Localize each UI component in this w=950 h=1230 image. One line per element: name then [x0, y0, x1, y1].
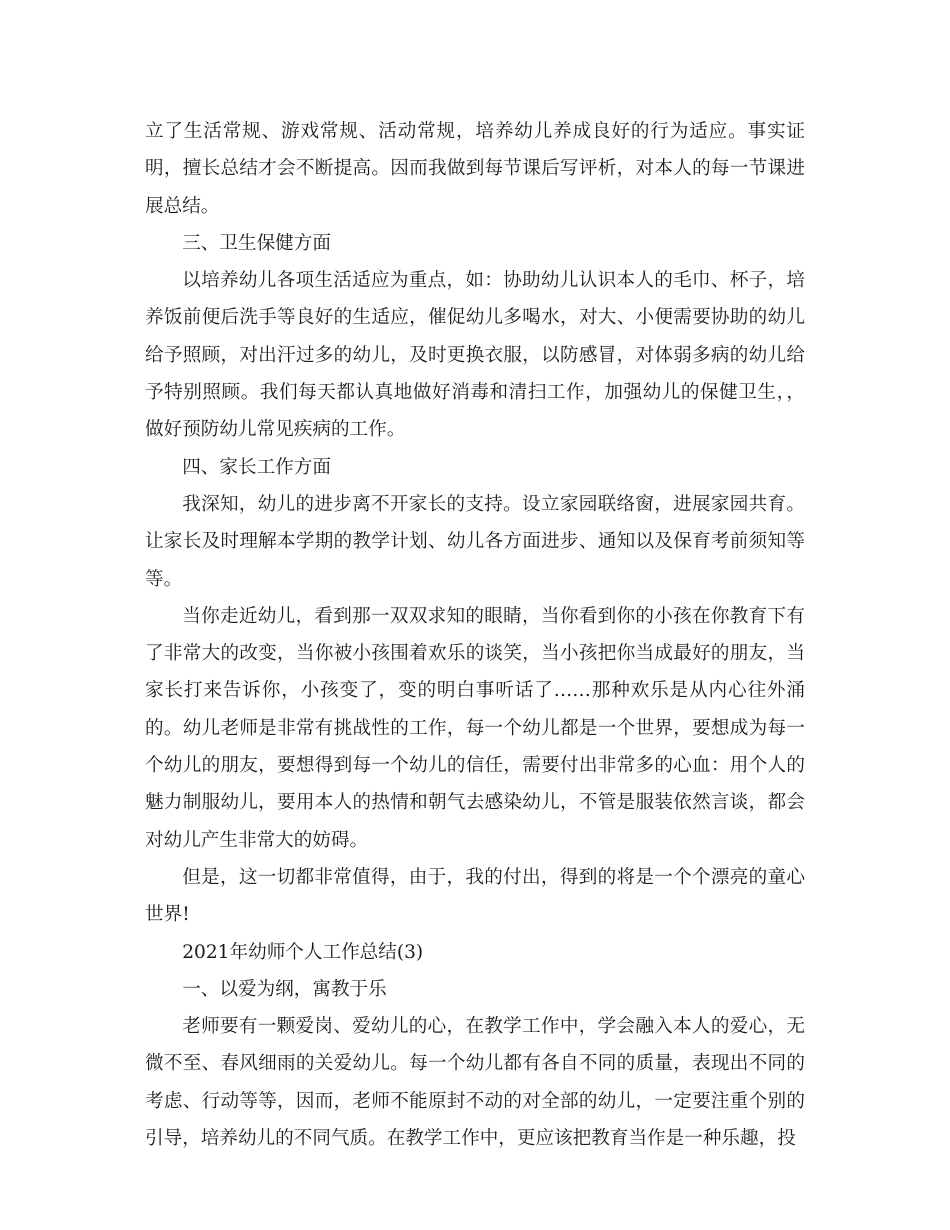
section-heading-hygiene: 三、卫生保健方面 [182, 232, 331, 254]
document-body [145, 113, 805, 1157]
paragraph-reflection: 当你走近幼儿，看到那一双双求知的眼睛，当你看到你的小孩在你教育下有了非常大的改变，当你被小孩围着欢乐的谈笑，当小孩把你当成最好的朋友，当家长打来告诉你，小孩变了，变的明白事听话了……那种欢乐是从内心往外涌的。幼儿老师是非常有挑战性的工作，每一个幼儿都是一个世界，要想成为每一个幼儿的朋友，要想得到每一个幼儿的信任，需要付出非常多的心血：用个人的魅力制服幼儿，要用本人的热情和朝气去感染幼儿，不管是服装依然言谈，都会对幼儿产生非常大的妨碍。 [145, 605, 805, 851]
paragraph-parents: 我深知，幼儿的进步离不开家长的支持。设立家园联络窗，进展家园共育。让家长及时理解本学期的教学计划、幼儿各方面进步、通知以及保育考前须知等等。 [145, 493, 805, 590]
paragraph-hygiene: 以培养幼儿各项生活适应为重点，如：协助幼儿认识本人的毛巾、杯子，培养饭前便后洗手等良好的生适应，催促幼儿多喝水，对大、小便需要协助的幼儿给予照顾，对出汗过多的幼儿，及时更换衣服，以防感冒，对体弱多病的幼儿给予特别照顾。我们每天都认真地做好消毒和清扫工作，加强幼儿的保健卫生，，做好预防幼儿常见疾病的工作。 [145, 270, 805, 441]
paragraph-continuation: 立了生活常规、游戏常规、活动常规，培养幼儿养成良好的行为适应。事实证明，擅长总结才会不断提高。因而我做到每节课后写评析，对本人的每一节课进展总结。 [145, 121, 805, 217]
paragraph-conclusion: 但是，这一切都非常值得，由于，我的付出，得到的将是一个个漂亮的童心世界! [145, 866, 805, 926]
paragraph-love: 老师要有一颗爱岗、爱幼儿的心，在教学工作中，学会融入本人的爱心，无微不至、春风细雨的关爱幼儿。每一个幼儿都有各自不同的质量，表现出不同的考虑、行动等等，因而，老师不能原封不动的对全部的幼儿，一定要注重个别的引导，培养幼儿的不同气质。在教学工作中，更应该把教育当作是一种乐趣，投 [145, 1016, 805, 1150]
section-heading-love: 一、以爱为纲，寓教于乐 [182, 978, 387, 1000]
document-subtitle: 2021年幼师个人工作总结(3) [182, 941, 424, 963]
section-heading-parents: 四、家长工作方面 [182, 456, 331, 478]
